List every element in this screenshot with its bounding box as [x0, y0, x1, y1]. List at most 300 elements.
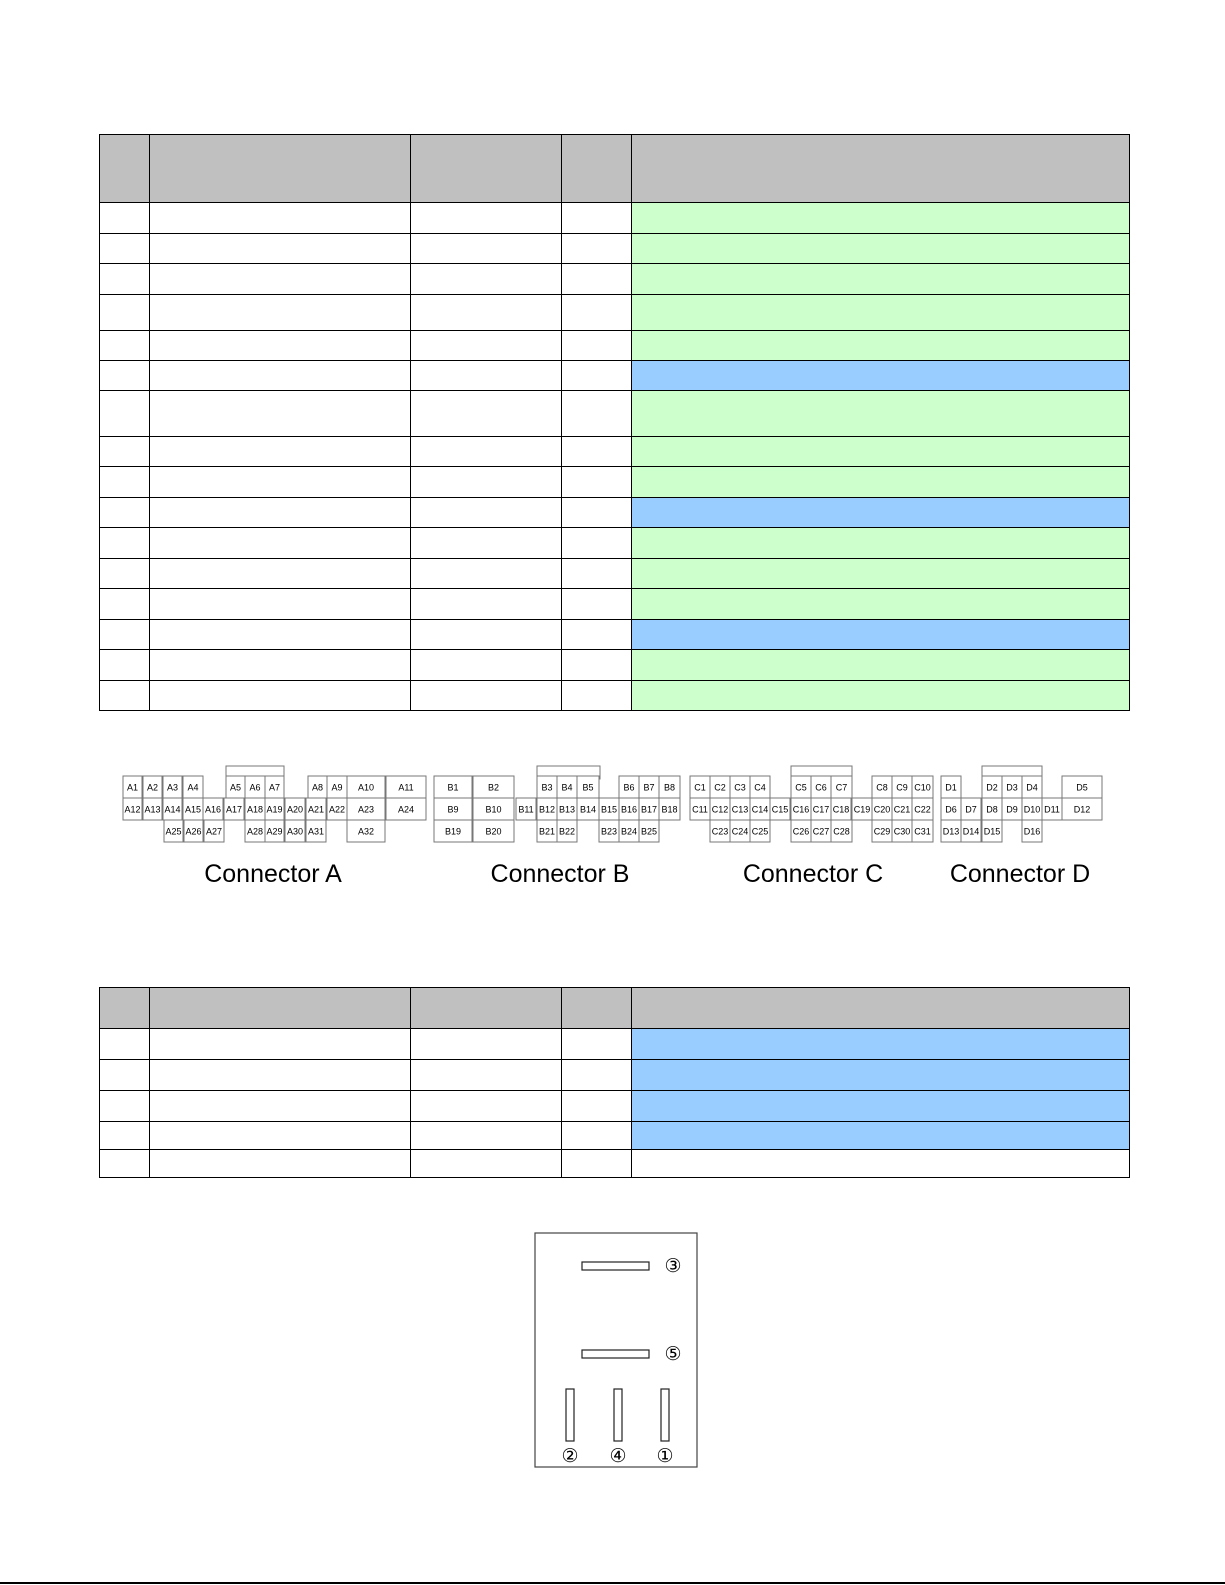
table-cell-type [411, 264, 562, 295]
connector-a-pin [123, 798, 142, 820]
pin-label: A19 [266, 804, 283, 815]
table-cell-name [150, 264, 411, 295]
table-row [100, 1150, 1130, 1178]
pin-label: A24 [397, 804, 415, 815]
pinout-table-1 [99, 134, 1130, 711]
connector-a-pin [143, 798, 162, 820]
pin-label: D5 [1076, 782, 1088, 793]
relay-terminal-3-label: ③ [664, 1255, 682, 1277]
pin-label: C16 [792, 804, 810, 815]
table-cell-name [150, 1091, 411, 1122]
table-row [100, 1091, 1130, 1122]
connector-b-pin [599, 820, 619, 842]
connector-a-pin [184, 820, 203, 842]
pin-label: A18 [246, 804, 264, 815]
connector-b-pin [659, 798, 680, 820]
pin-label: C6 [815, 782, 827, 793]
connector-a-pin [386, 776, 426, 798]
pin-label: C23 [711, 826, 729, 837]
pin-label: C29 [873, 826, 891, 837]
table-cell-desc [632, 528, 1130, 559]
connector-d-pin [961, 798, 981, 820]
connector-c-pin [730, 820, 750, 842]
table-cell-type [411, 620, 562, 650]
connector-c-pin [791, 820, 811, 842]
table-cell-desc [632, 1150, 1130, 1178]
table-cell-pin [100, 589, 150, 620]
connector-d-pin [1022, 820, 1042, 842]
connector-a-pin [224, 798, 244, 820]
table-cell-name [150, 559, 411, 589]
table-cell-name [150, 620, 411, 650]
pin-label: B11 [518, 804, 534, 815]
pin-label: B1 [447, 782, 459, 793]
table-cell-type [411, 467, 562, 498]
pin-label: B8 [663, 782, 676, 793]
pin-label: A9 [331, 782, 343, 793]
table-cell-size [562, 203, 632, 234]
table-cell-type [411, 1122, 562, 1150]
pin-label: A7 [268, 782, 281, 793]
pin-label: B18 [661, 804, 678, 815]
table-row [100, 234, 1130, 264]
table-cell-name [150, 467, 411, 498]
connector-a-pin [386, 798, 426, 820]
relay-terminal-diagram [534, 1232, 698, 1468]
connector-b-pin [639, 798, 659, 820]
pin-label: C4 [754, 782, 766, 793]
pin-label: B12 [538, 804, 556, 815]
connector-c-pin [811, 820, 831, 842]
connector-c-pin [831, 820, 852, 842]
connector-d-pin [961, 820, 981, 842]
pin-label: B21 [538, 826, 556, 837]
pin-label: A28 [246, 826, 264, 837]
connector-b-pin [473, 798, 514, 820]
table-header-row [100, 135, 1130, 203]
table-cell-pin [100, 498, 150, 528]
table-cell-desc [632, 361, 1130, 391]
connector-c-pin [811, 776, 831, 798]
table-row [100, 331, 1130, 361]
pin-label: B23 [600, 826, 618, 837]
pin-label: A6 [249, 782, 261, 793]
table-cell-desc [632, 589, 1130, 620]
connector-b-pin [537, 798, 557, 820]
table-cell-name [150, 391, 411, 437]
table-cell-size [562, 1029, 632, 1060]
pin-label: A27 [205, 826, 223, 837]
connector-b-pin [619, 776, 639, 798]
pin-label: D8 [986, 804, 998, 815]
connector-a-pin [265, 820, 284, 842]
connector-c-pin [811, 798, 831, 820]
table-cell-size [562, 528, 632, 559]
connector-b-pin [639, 820, 659, 842]
pin-label: A15 [184, 804, 202, 815]
pin-label: D15 [983, 826, 1001, 837]
connector-a-pin [163, 798, 182, 820]
pin-label: A20 [286, 804, 304, 815]
pin-label: A26 [185, 826, 202, 837]
connector-d-pin [1022, 776, 1042, 798]
connector-a-pin [306, 820, 326, 842]
connector-c-pin [750, 776, 770, 798]
pin-label: D12 [1073, 804, 1091, 815]
pin-label: B10 [485, 804, 502, 815]
table-cell-type [411, 650, 562, 681]
connector-b-pin [434, 798, 472, 820]
pin-label: D1 [945, 782, 957, 793]
pin-label: B19 [444, 826, 462, 837]
pin-label: B22 [558, 826, 576, 837]
pin-label: C18 [832, 804, 850, 815]
connector-a-pin [285, 798, 305, 820]
connector-b-pin [473, 820, 514, 842]
table-cell-name [150, 650, 411, 681]
connector-b-pin [516, 798, 536, 820]
table-cell-desc [632, 467, 1130, 498]
table-cell-pin [100, 559, 150, 589]
connector-b-pin [577, 776, 599, 798]
connector-a-pin [204, 820, 224, 842]
table-cell-pin [100, 331, 150, 361]
table-row [100, 1060, 1130, 1091]
relay-terminal-2-label: ② [561, 1445, 579, 1467]
connector-d-pin [982, 820, 1002, 842]
connector-b-pin [557, 820, 577, 842]
table-cell-name [150, 528, 411, 559]
connector-c-pin [892, 776, 912, 798]
connector-c-pin [791, 776, 811, 798]
connector-a-pin [306, 798, 326, 820]
table-cell-name [150, 1060, 411, 1091]
table-cell-size [562, 264, 632, 295]
connector-d-pin [1002, 798, 1022, 820]
connector-c-pin [872, 776, 892, 798]
table-row [100, 620, 1130, 650]
connector-b-pin [434, 776, 472, 798]
pin-label: A23 [357, 804, 375, 815]
table-cell-type [411, 361, 562, 391]
table-cell-type [411, 1029, 562, 1060]
pin-label: B17 [640, 804, 658, 815]
table-cell-desc [632, 681, 1130, 711]
table-cell-pin [100, 1150, 150, 1178]
connector-c-pin [710, 776, 730, 798]
table-cell-type [411, 1091, 562, 1122]
pin-label: C13 [731, 804, 749, 815]
pin-label: A12 [124, 804, 141, 815]
connector-d-pin [1022, 798, 1042, 820]
table-row [100, 391, 1130, 437]
pin-label: C15 [771, 804, 789, 815]
connector-a-pin [203, 798, 223, 820]
pin-label: B15 [600, 804, 618, 815]
connector-d-pin [941, 798, 961, 820]
table-row [100, 264, 1130, 295]
table-cell-pin [100, 234, 150, 264]
pin-label: C25 [751, 826, 769, 837]
pin-label: D16 [1023, 826, 1041, 837]
pin-label: A4 [187, 782, 199, 793]
pin-label: B9 [447, 804, 459, 815]
pin-label: B2 [487, 782, 500, 793]
connector-a-caption: Connector A [204, 860, 342, 888]
table-cell-desc [632, 559, 1130, 589]
table-row [100, 1029, 1130, 1060]
pin-label: C11 [692, 804, 708, 815]
relay-terminal-4-label: ④ [609, 1445, 627, 1467]
pin-label: C5 [795, 782, 807, 793]
connector-a-pin [226, 776, 245, 798]
pin-label: C30 [893, 826, 911, 837]
pin-label: A17 [225, 804, 243, 815]
table-cell-pin [100, 1060, 150, 1091]
table-cell-type [411, 437, 562, 467]
pin-label: C2 [714, 782, 726, 793]
pin-label: C7 [835, 782, 848, 793]
table-cell-pin [100, 650, 150, 681]
connector-a-pin [183, 798, 203, 820]
connector-c-pin [831, 776, 852, 798]
connector-d-pin [1062, 798, 1102, 820]
table-cell-size [562, 437, 632, 467]
connector-b-caption: Connector B [490, 860, 630, 888]
pin-label: C21 [893, 804, 911, 815]
table-cell-type [411, 331, 562, 361]
pin-label: A3 [166, 782, 179, 793]
table-cell-type [411, 528, 562, 559]
pin-label: C10 [914, 782, 931, 793]
connector-a-pin [183, 776, 203, 798]
table-row [100, 498, 1130, 528]
table-row [100, 650, 1130, 681]
header-cell [411, 988, 562, 1029]
table-header-row [100, 988, 1130, 1029]
pin-label: C12 [711, 804, 729, 815]
connector-c-pin [852, 798, 872, 820]
table-cell-size [562, 1150, 632, 1178]
table-cell-type [411, 559, 562, 589]
header-cell [632, 135, 1130, 203]
pin-label: A22 [328, 804, 346, 815]
connector-c-pin [892, 820, 912, 842]
table-row [100, 681, 1130, 711]
pinout-table-2 [99, 987, 1130, 1178]
connector-d-pin [982, 776, 1002, 798]
table-cell-desc [632, 620, 1130, 650]
table-cell-pin [100, 681, 150, 711]
connector-b-pin [659, 776, 680, 798]
header-cell [150, 135, 411, 203]
table-cell-name [150, 498, 411, 528]
pin-label: D11 [1044, 804, 1060, 815]
table-row [100, 559, 1130, 589]
table-cell-size [562, 1122, 632, 1150]
pin-label: D2 [986, 782, 998, 793]
table-cell-pin [100, 1029, 150, 1060]
pin-label: C28 [833, 826, 850, 837]
table-cell-pin [100, 295, 150, 331]
connector-c-pin [912, 820, 933, 842]
pin-label: A2 [146, 782, 159, 793]
connector-b-pin [537, 776, 557, 798]
relay-terminal-1-label: ① [656, 1445, 674, 1467]
table-cell-name [150, 1122, 411, 1150]
relay-terminal-5-blade [582, 1350, 649, 1358]
table-cell-pin [100, 1122, 150, 1150]
connector-c-pin [831, 798, 851, 820]
connector-b-pin [537, 820, 557, 842]
connector-a-pin [327, 798, 347, 820]
pin-label: B20 [485, 826, 502, 837]
connector-d-pin [982, 798, 1002, 820]
pin-label: B4 [561, 782, 573, 793]
table-cell-name [150, 1029, 411, 1060]
table-cell-size [562, 331, 632, 361]
table-cell-name [150, 437, 411, 467]
connector-b-pin [473, 776, 514, 798]
connector-c-pin [791, 798, 811, 820]
table-row [100, 295, 1130, 331]
table-cell-type [411, 1060, 562, 1091]
table-cell-desc [632, 1091, 1130, 1122]
table-cell-type [411, 498, 562, 528]
table-cell-desc [632, 234, 1130, 264]
pin-label: C26 [792, 826, 810, 837]
connector-a-pin [143, 776, 162, 798]
connector-c-pin [710, 798, 730, 820]
connector-b-pin [434, 820, 472, 842]
pin-label: B7 [643, 782, 655, 793]
connector-c-pin [912, 776, 933, 798]
connector-c-pin [872, 798, 892, 820]
table-cell-desc [632, 1060, 1130, 1091]
table-cell-type [411, 234, 562, 264]
table-cell-pin [100, 528, 150, 559]
table-cell-name [150, 295, 411, 331]
table-row [100, 203, 1130, 234]
pin-label: B16 [620, 804, 638, 815]
table-cell-size [562, 650, 632, 681]
pin-label: A29 [266, 826, 283, 837]
table-cell-type [411, 1150, 562, 1178]
pin-label: B25 [640, 826, 658, 837]
pin-label: C19 [853, 804, 871, 815]
connector-c-pin [690, 776, 710, 798]
relay-terminal-2-blade [566, 1389, 574, 1441]
table-cell-type [411, 391, 562, 437]
pin-label: A31 [307, 826, 325, 837]
connector-a-pin [245, 776, 265, 798]
pin-label: D10 [1023, 804, 1041, 815]
table-cell-pin [100, 203, 150, 234]
connector-d-pin [941, 776, 961, 798]
table-cell-desc [632, 437, 1130, 467]
pin-label: C24 [731, 826, 749, 837]
table-cell-name [150, 589, 411, 620]
table-cell-name [150, 681, 411, 711]
table-cell-desc [632, 331, 1130, 361]
connector-a-pin [245, 820, 265, 842]
header-cell [150, 988, 411, 1029]
pin-label: D14 [962, 826, 980, 837]
pin-label: C17 [812, 804, 830, 815]
pin-label: D13 [942, 826, 960, 837]
connector-a-pin [164, 820, 183, 842]
pin-label: A8 [311, 782, 324, 793]
connector-a-pin [163, 776, 182, 798]
header-cell [562, 135, 632, 203]
pin-label: B5 [582, 782, 594, 793]
table-cell-pin [100, 391, 150, 437]
connector-a-pin [285, 820, 305, 842]
relay-terminal-3-blade [582, 1262, 649, 1270]
connector-d-pin [1042, 798, 1062, 820]
connector-a-pin [327, 776, 347, 798]
table-cell-name [150, 234, 411, 264]
pin-label: D9 [1006, 804, 1018, 815]
connector-a-pin [245, 798, 265, 820]
table-row [100, 528, 1130, 559]
table-row [100, 467, 1130, 498]
pin-label: A11 [398, 782, 414, 793]
table-cell-size [562, 1091, 632, 1122]
pin-label: C8 [876, 782, 888, 793]
pin-label: B3 [541, 782, 553, 793]
pin-label: A10 [357, 782, 375, 793]
table-cell-size [562, 620, 632, 650]
pin-label: B6 [623, 782, 635, 793]
table-cell-size [562, 1060, 632, 1091]
table-cell-pin [100, 437, 150, 467]
pin-label: A16 [204, 804, 222, 815]
pin-label: A30 [286, 826, 304, 837]
table-cell-size [562, 295, 632, 331]
pin-label: D6 [945, 804, 957, 815]
pin-label: C9 [896, 782, 908, 793]
relay-terminal-1-blade [661, 1389, 669, 1441]
pin-label: D4 [1026, 782, 1038, 793]
connector-d-pin [1062, 776, 1102, 798]
table-cell-type [411, 295, 562, 331]
connector-c-pin [912, 798, 933, 820]
table-cell-name [150, 1150, 411, 1178]
table-cell-name [150, 361, 411, 391]
connector-c-pin [710, 820, 730, 842]
header-cell [632, 988, 1130, 1029]
pin-label: C27 [812, 826, 830, 837]
table-cell-pin [100, 264, 150, 295]
table-cell-pin [100, 1091, 150, 1122]
table-cell-size [562, 391, 632, 437]
connector-c-pin [730, 798, 750, 820]
pin-label: A25 [165, 826, 182, 837]
table-cell-desc [632, 498, 1130, 528]
connector-b-pin [619, 820, 639, 842]
page-bottom-rule [0, 1582, 1225, 1584]
table-cell-desc [632, 391, 1130, 437]
table-cell-type [411, 203, 562, 234]
header-cell [100, 135, 150, 203]
connector-d-pin [1002, 776, 1022, 798]
pin-label: C14 [751, 804, 769, 815]
table-cell-desc [632, 1122, 1130, 1150]
connector-b-pin [639, 776, 659, 798]
table-cell-desc [632, 650, 1130, 681]
connector-b-pin [599, 798, 619, 820]
